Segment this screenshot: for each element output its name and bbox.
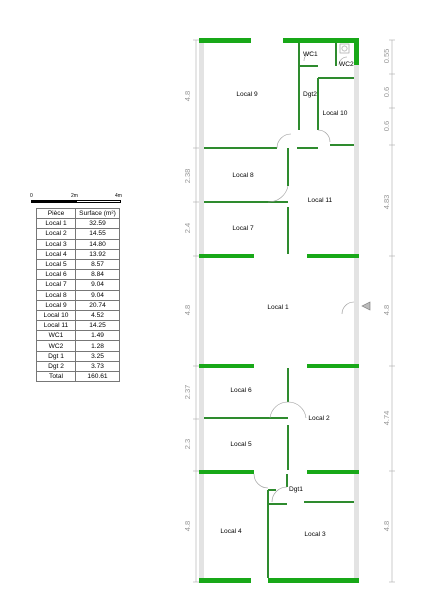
- room-name: Local 5: [37, 259, 76, 269]
- label-local-11: Local 11: [307, 197, 333, 204]
- door-swings: [254, 52, 354, 502]
- left-dimension-labels: [183, 91, 192, 531]
- label-local-4: Local 4: [220, 528, 242, 535]
- dim-right: 0.6: [382, 86, 391, 98]
- room-name: Local 8: [37, 290, 76, 300]
- room-area: 1.49: [76, 331, 120, 341]
- label-local-8: Local 8: [232, 172, 254, 179]
- dim-right: 4.8: [382, 520, 391, 532]
- label-local-9: Local 9: [236, 91, 258, 98]
- room-name: Local 10: [37, 310, 76, 320]
- dim-right: 0.55: [382, 48, 391, 64]
- total-area: 160.61: [76, 372, 120, 382]
- room-area: 9.04: [76, 280, 120, 290]
- room-name: Local 3: [37, 239, 76, 249]
- dim-right: 4.83: [382, 194, 391, 210]
- room-name: Local 2: [37, 229, 76, 239]
- dim-left: 2.3: [183, 438, 192, 450]
- label-local-1: Local 1: [267, 304, 289, 311]
- dim-left: 2.4: [183, 222, 192, 234]
- label-dgt2: Dgt2: [303, 91, 317, 98]
- dim-left: 4.8: [183, 90, 192, 102]
- room-area: 20.74: [76, 300, 120, 310]
- room-area: 8.57: [76, 259, 120, 269]
- label-local-2: Local 2: [308, 415, 330, 422]
- room-name: Local 7: [37, 280, 76, 290]
- room-area: 3.25: [76, 351, 120, 361]
- room-area: 4.52: [76, 310, 120, 320]
- label-local-7: Local 7: [232, 225, 254, 232]
- room-name: Local 6: [37, 270, 76, 280]
- dim-right: 4.74: [382, 410, 391, 426]
- scale-mid-label: 2m: [71, 193, 78, 199]
- room-name: Dgt 2: [37, 361, 76, 371]
- label-local-10: Local 10: [322, 110, 348, 117]
- header-area: Surface (m²): [76, 209, 120, 219]
- dim-left: 4.8: [183, 304, 192, 316]
- scale-end-label: 4m: [115, 193, 122, 199]
- dim-left: 2.37: [183, 384, 192, 400]
- room-name: Local 1: [37, 219, 76, 229]
- label-dgt1: Dgt1: [289, 486, 303, 493]
- dim-left: 4.8: [183, 520, 192, 532]
- room-area: 14.80: [76, 239, 120, 249]
- label-wc2: WC2: [339, 61, 354, 68]
- room-name: Dgt 1: [37, 351, 76, 361]
- room-name: Local 4: [37, 249, 76, 259]
- header-room: Pièce: [37, 209, 76, 219]
- dim-left: 2.38: [183, 168, 192, 184]
- room-area: 1.28: [76, 341, 120, 351]
- room-area: 14.25: [76, 321, 120, 331]
- entrance-arrow-icon: [362, 302, 370, 310]
- room-area: 14.55: [76, 229, 120, 239]
- dim-right: 4.8: [382, 304, 391, 316]
- room-name: Local 11: [37, 321, 76, 331]
- label-local-5: Local 5: [230, 441, 252, 448]
- dimension-lines: [193, 40, 395, 582]
- room-area: 13.92: [76, 249, 120, 259]
- label-local-3: Local 3: [304, 531, 326, 538]
- scale-start-label: 0: [30, 193, 33, 199]
- room-area: 3.73: [76, 361, 120, 371]
- room-name: WC2: [37, 341, 76, 351]
- label-wc1: WC1: [303, 51, 318, 58]
- wall-infill: [199, 40, 359, 582]
- room-name: WC1: [37, 331, 76, 341]
- dim-right: 0.6: [382, 120, 391, 132]
- room-area: 9.04: [76, 290, 120, 300]
- room-name: Local 9: [37, 300, 76, 310]
- total-label: Total: [37, 372, 76, 382]
- label-local-6: Local 6: [230, 387, 252, 394]
- room-area: 8.84: [76, 270, 120, 280]
- right-dimension-labels: [382, 49, 391, 532]
- washbasin-icon: [340, 44, 349, 53]
- room-area: 32.59: [76, 219, 120, 229]
